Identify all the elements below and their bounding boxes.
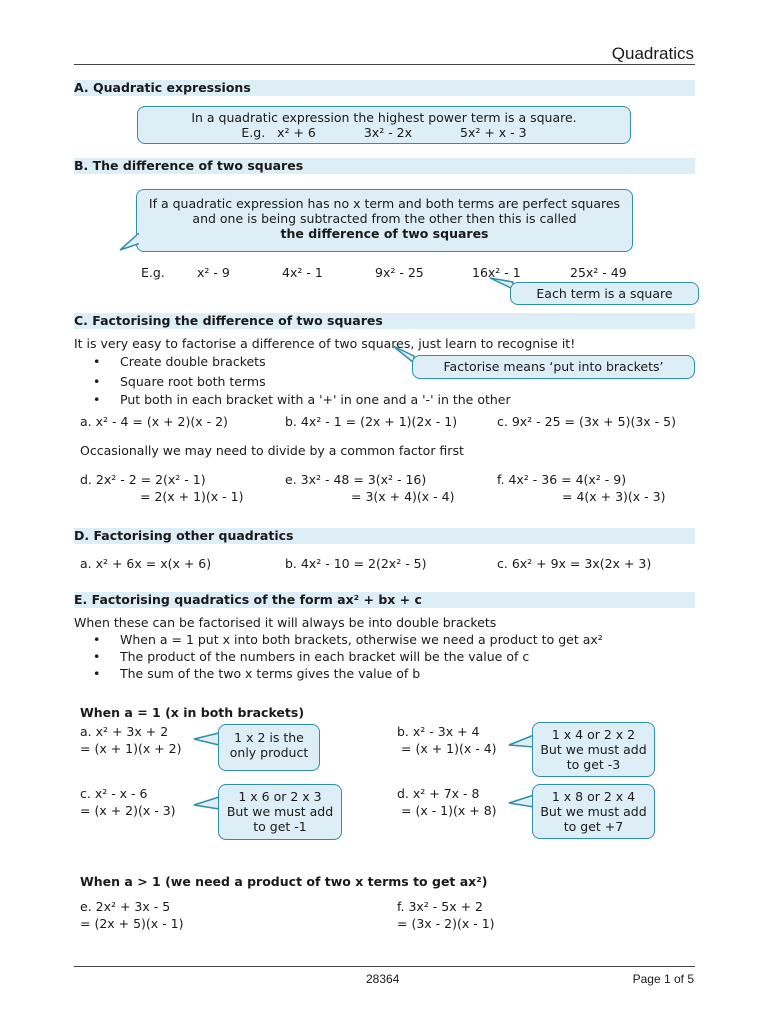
callout-each-term-square: Each term is a square: [510, 282, 699, 305]
section-b-line1: If a quadratic expression has no x term and both terms are perfect squares: [148, 196, 621, 211]
callout-factorise-meaning: Factorise means ‘put into brackets’: [412, 355, 695, 379]
section-e-example-a-line1: a. x² + 3x + 2: [80, 724, 169, 739]
box-c-pointer: [192, 793, 220, 813]
section-b-box-pointer: [118, 232, 140, 252]
section-b-example-1: x² - 9: [197, 265, 230, 280]
section-c-example-a: a. x² - 4 = (x + 2)(x - 2): [80, 414, 228, 429]
section-e-bullet-3: • The sum of the two x terms gives the value of b: [120, 666, 420, 681]
section-c-example-d-line1: d. 2x² - 2 = 2(x² - 1): [80, 472, 206, 487]
box-a-pointer: [192, 729, 220, 749]
section-e-example-f-line1: f. 3x² - 5x + 2: [397, 899, 483, 914]
section-d-example-b: b. 4x² - 10 = 2(2x² - 5): [285, 556, 427, 571]
section-e-example-d-line2: = (x - 1)(x + 8): [401, 803, 497, 818]
section-a-heading: A. Quadratic expressions: [74, 80, 695, 96]
section-e-bullet-1: • When a = 1 put x into both brackets, otherwise we need a product to get ax²: [120, 632, 603, 647]
section-e-example-c-line1: c. x² - x - 6: [80, 786, 148, 801]
section-e-intro: When these can be factorised it will always be into double brackets: [74, 615, 497, 630]
section-b-example-4: 16x² - 1: [472, 265, 521, 280]
section-c-example-e-line2: = 3(x + 4)(x - 4): [351, 489, 455, 504]
section-c-example-b: b. 4x² - 1 = (2x + 1)(2x - 1): [285, 414, 458, 429]
section-c-intro: It is very easy to factorise a difference of two squares, just learn to recognise it!: [74, 336, 576, 351]
section-e-example-e-line2: = (2x + 5)(x - 1): [80, 916, 184, 931]
section-e-bullet-2: • The product of the numbers in each bracket will be the value of c: [120, 649, 529, 664]
section-b-definition-box: [136, 189, 633, 252]
section-a-examples: E.g. x² + 6 3x² - 2x 5x² + x - 3: [241, 125, 527, 140]
section-c-note: Occasionally we may need to divide by a common factor first: [80, 443, 464, 458]
section-b-example-2: 4x² - 1: [282, 265, 323, 280]
section-b-heading: B. The difference of two squares: [74, 158, 695, 174]
note-box-a: 1 x 2 is the only product: [218, 724, 320, 771]
section-c-example-c: c. 9x² - 25 = (3x + 5)(3x - 5): [497, 414, 676, 429]
section-e-example-c-line2: = (x + 2)(x - 3): [80, 803, 176, 818]
section-e-example-b-line2: = (x + 1)(x - 4): [401, 741, 497, 756]
section-e-subheading-a-equals-1: When a = 1 (x in both brackets): [80, 705, 305, 720]
box-b-pointer: [507, 731, 535, 751]
section-e-example-d-line1: d. x² + 7x - 8: [397, 786, 480, 801]
section-d-example-a: a. x² + 6x = x(x + 6): [80, 556, 212, 571]
section-e-example-a-line2: = (x + 1)(x + 2): [80, 741, 182, 756]
section-a-definition: In a quadratic expression the highest power term is a square.: [191, 110, 577, 125]
section-d-heading: D. Factorising other quadratics: [74, 528, 695, 544]
section-c-example-d-line2: = 2(x + 1)(x - 1): [140, 489, 244, 504]
section-b-term: the difference of two squares: [280, 226, 489, 241]
section-e-subheading-a-greater-1: When a > 1 (we need a product of two x terms to get ax²): [80, 874, 488, 889]
note-box-d: 1 x 8 or 2 x 4 But we must add to get +7: [532, 784, 655, 839]
section-c-example-f-line2: = 4(x + 3)(x - 3): [562, 489, 666, 504]
footer-rule: [74, 966, 695, 967]
section-c-bullet-1: • Create double brackets: [120, 354, 266, 369]
section-e-heading: E. Factorising quadratics of the form ax² + bx + c: [74, 592, 695, 608]
section-b-example-3: 9x² - 25: [375, 265, 424, 280]
section-a-definition-box: [137, 106, 631, 144]
section-b-line2: and one is being subtracted from the other then this is called: [192, 211, 577, 226]
section-b-example-5: 25x² - 49: [570, 265, 627, 280]
section-c-example-e-line1: e. 3x² - 48 = 3(x² - 16): [285, 472, 427, 487]
section-e-example-e-line1: e. 2x² + 3x - 5: [80, 899, 171, 914]
header-rule: [74, 64, 695, 65]
section-c-bullet-2: • Square root both terms: [120, 374, 266, 389]
section-d-example-c: c. 6x² + 9x = 3x(2x + 3): [497, 556, 652, 571]
section-e-example-b-line1: b. x² - 3x + 4: [397, 724, 480, 739]
footer-page-number: Page 1 of 5: [632, 972, 694, 986]
section-c-example-f-line1: f. 4x² - 36 = 4(x² - 9): [497, 472, 627, 487]
note-box-b: 1 x 4 or 2 x 2 But we must add to get -3: [532, 722, 655, 777]
section-e-example-f-line2: = (3x - 2)(x - 1): [397, 916, 495, 931]
section-c-bullet-3: • Put both in each bracket with a '+' in one and a '-' in the other: [120, 392, 511, 407]
page-title: Quadratics: [611, 44, 694, 63]
box-d-pointer: [507, 791, 535, 811]
footer-code: 28364: [366, 972, 400, 986]
section-c-heading: C. Factorising the difference of two squares: [74, 313, 695, 329]
section-b-eg: E.g.: [141, 265, 165, 280]
note-box-c: 1 x 6 or 2 x 3 But we must add to get -1: [218, 784, 342, 840]
